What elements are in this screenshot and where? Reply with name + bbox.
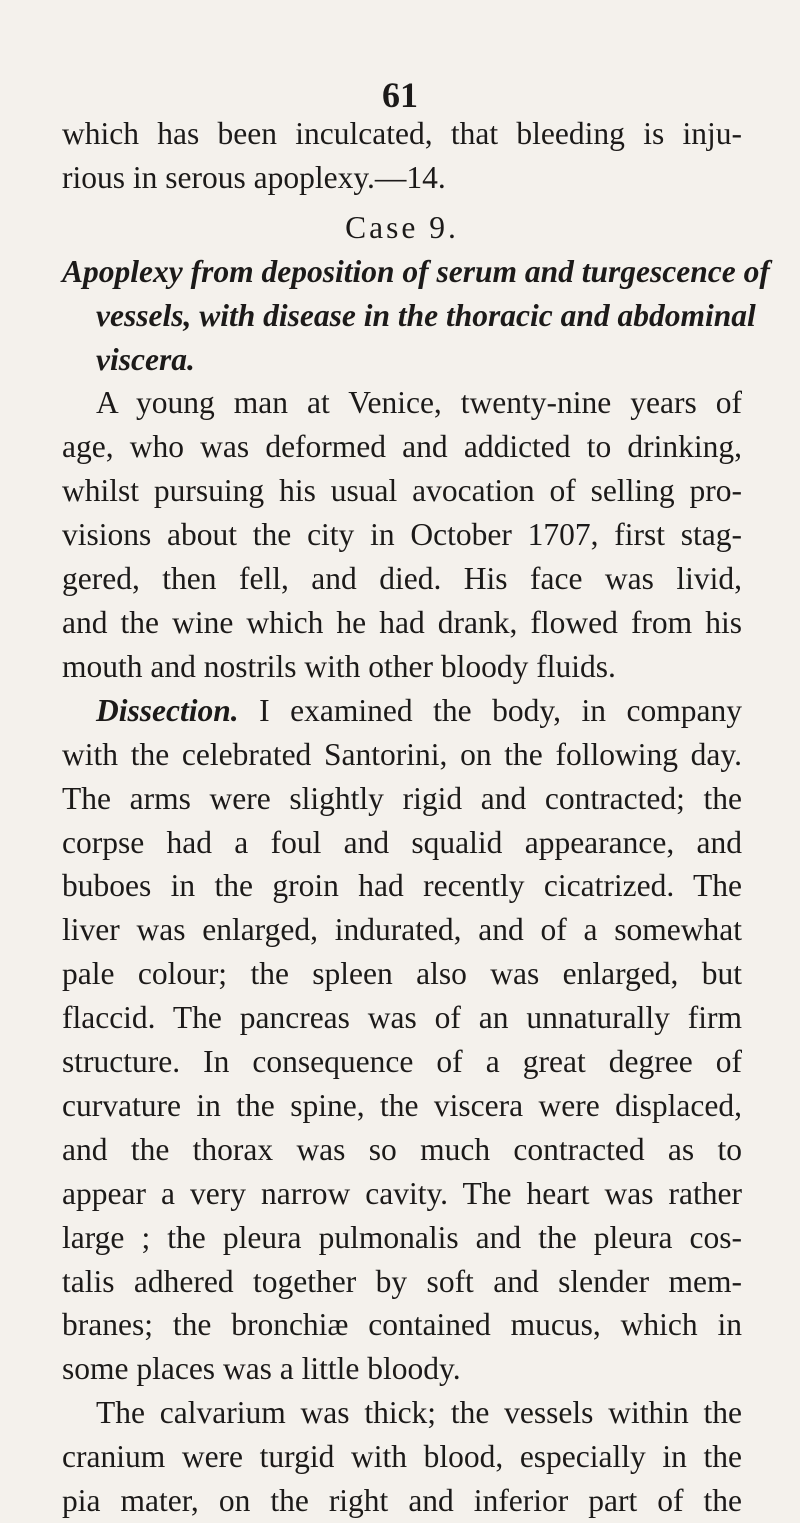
text-line: gered, then fell, and died. His face was livid, [62,561,742,597]
page-number: 61 [382,75,418,115]
dissection-label: Dissection. [96,692,239,728]
text-line: age, who was deformed and addicted to drinking, [62,429,742,465]
text-line: liver was enlarged, indurated, and of a somewhat [62,912,742,948]
text-line: and the thorax was so much contracted as to [62,1131,742,1167]
case-title-line: Apoplexy from deposition of serum and turgescence of [62,253,770,289]
case-heading: Case 9. [345,209,459,245]
page-body [62,112,770,1523]
case-title-line: viscera. [96,341,195,377]
dissection-text: I examined the body, in company [238,692,742,728]
text-line: A young man at Venice, twenty-nine years of [96,385,742,421]
text-line: structure. In consequence of a great degree of [62,1044,742,1080]
text-line: large ; the pleura pulmonalis and the pleura cos- [62,1219,742,1255]
text-line: visions about the city in October 1707, first stag- [62,517,742,553]
text-line: with the celebrated Santorini, on the following day. [62,736,742,772]
text-line: appear a very narrow cavity. The heart was rather [62,1175,742,1211]
text-line [62,689,742,733]
text-line: curvature in the spine, the viscera were displaced, [62,1087,742,1123]
text-line: branes; the bronchiæ contained mucus, which in [62,1307,742,1343]
text-line: The arms were slightly rigid and contracted; the [62,780,742,816]
text-line: The calvarium was thick; the vessels within the [96,1395,742,1431]
text-line: buboes in the groin had recently cicatrized. The [62,868,742,904]
text-line: some places was a little bloody. [62,1351,461,1387]
text-line: corpse had a foul and squalid appearance, and [62,824,742,860]
text-line: talis adhered together by soft and slender mem- [62,1263,742,1299]
text-line: pia mater, on the right and inferior part of the [62,1483,742,1519]
text-line: whilst pursuing his usual avocation of selling pro- [62,473,742,509]
text-line: and the wine which he had drank, flowed from his [62,604,742,640]
case-title-line: vessels, with disease in the thoracic and abdominal [96,297,756,333]
text-line: mouth and nostrils with other bloody fluids. [62,648,616,684]
text-line: pale colour; the spleen also was enlarged, but [62,956,742,992]
text-line: which has been inculcated, that bleeding is inju- [62,116,742,151]
text-line: cranium were turgid with blood, especially in the [62,1439,742,1475]
text-line: flaccid. The pancreas was of an unnaturally firm [62,1000,742,1036]
text-line: rious in serous apoplexy.—14. [62,159,446,195]
